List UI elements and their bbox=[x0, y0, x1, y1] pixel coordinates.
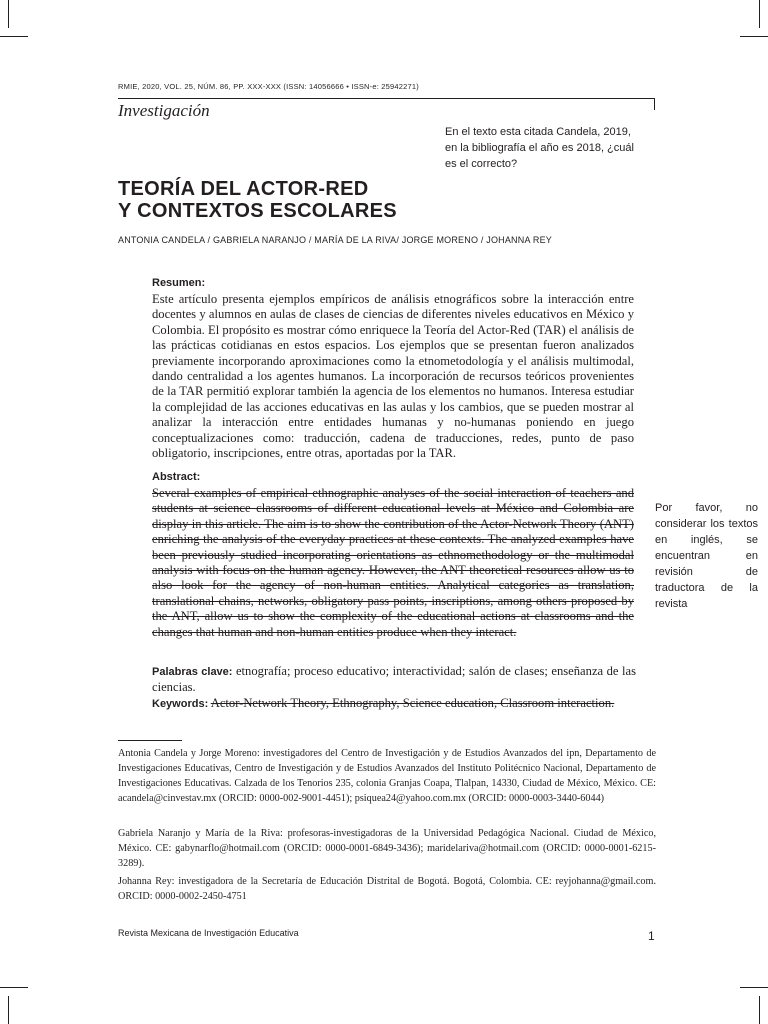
resumen-text: Este artículo presenta ejemplos empíricos de análisis etnográficos sobre la interacción entre docentes y alumnos en aulas de clases de ciencias de diferentes niveles educativos en México y Colombia. El propósito es mostrar cómo enriquece la Teoría del Actor-Red (TAR) el análisis de las prácticas cotidianas en estos espacios. Los ejemplos que se presentan fueron analizados previamente incorporando aproximaciones como la etnometodología y el análisis multimodal, dando centralidad a los agentes humanos. La incorporación de recursos teóricos provenientes de la TAR permitió explorar también la agencia de los elementos no humanos. Interesa estudiar la complejidad de las acciones educativas en las aulas y los cambios, que se pueden mostrar al analizar la interacción entre entidades humanas y no-humanas poniendo en juego conceptualizaciones como: traducción, cadena de traducciones, redes, punto de paso obligatorio, inscripciones, entre otras, aportadas por la TAR. bbox=[152, 292, 634, 461]
keywords-spanish bbox=[152, 664, 636, 695]
title-line-2: Y CONTEXTOS ESCOLARES bbox=[118, 200, 397, 222]
page-number: 1 bbox=[648, 929, 655, 943]
crop-mark-top-right-h bbox=[740, 36, 768, 37]
article-title bbox=[118, 178, 638, 222]
keywords-es-value: etnografía; proceso educativo; interactividad; salón de clases; enseñanza de las ciencias. bbox=[152, 664, 636, 694]
crop-mark-bottom-right-h bbox=[740, 987, 768, 988]
section-label: Investigación bbox=[118, 101, 210, 120]
abstract-text: Several examples of empirical ethnographic analyses of the social interaction of teachers and students at science classrooms of different educational levels at México and Colombia are display in this article. The aim is to show the contribution of the Actor-Network Theory (ANT) enriching the analysis of the everyday practices at these contexts. The analyzed examples have been previously studied incorporating orientations as ethnomethodology or the multimodal analysis with focus on the human agency. However, the ANT theoretical resources allow us to also look for the agency of non-human entities. Analytical categories as translation, translational chains, networks, obligatory pass points, inscriptions, among others proposed by the ANT, allow us to show the complexity of the educational actions at classrooms and the changes that human and non-human entities produce when they interact. bbox=[152, 486, 634, 639]
footnote-rey: Johanna Rey: investigadora de la Secretaría de Educación Distrital de Bogotá. Bogotá, Colombia. CE: reyjohanna@gmail.com. ORCID: 0000-0002-2450-4751 bbox=[118, 876, 656, 902]
footnote-naranjo-riva: Gabriela Naranjo y María de la Riva: profesoras-investigadoras de la Universidad Pedagógica Nacional. Ciudad de México, México. CE: gabynarflo@hotmail.com (ORCID: 0000-0001-6849-3436); maridelariva@hotmail.com (ORCID: 0000-0001-6215-3289). bbox=[118, 828, 656, 869]
author-list: ANTONIA CANDELA / GABRIELA NARANJO / MARÍA DE LA RIVA/ JORGE MORENO / JOHANNA REY bbox=[118, 235, 552, 245]
crop-mark-bottom-left-h bbox=[0, 987, 28, 988]
crop-mark-top-left bbox=[8, 0, 9, 28]
crop-mark-bottom-left bbox=[8, 996, 9, 1024]
editor-comment-english: Por favor, no considerar los textos en inglés, se encuentran en revisión de traductora de la revista bbox=[655, 502, 758, 610]
title-line-1: TEORÍA DEL ACTOR-RED bbox=[118, 178, 369, 200]
keywords-english bbox=[152, 696, 636, 712]
keywords-en-value: Actor-Network Theory, Ethnography, Science education, Classroom interaction. bbox=[210, 696, 615, 710]
crop-mark-top-right bbox=[759, 0, 760, 28]
keywords-en-label: Keywords: bbox=[152, 698, 209, 710]
footer-journal-name: Revista Mexicana de Investigación Educativa bbox=[118, 928, 299, 938]
journal-citation: RMIE, 2020, VOL. 25, NÚM. 86, PP. XXX-XXX (ISSN: 14056666 • ISSN-e: 25942271) bbox=[118, 82, 419, 91]
section-rule-tick bbox=[654, 98, 655, 110]
keywords-es-label: Palabras clave: bbox=[152, 666, 233, 678]
section-rule bbox=[118, 98, 655, 99]
resumen-heading: Resumen: bbox=[152, 277, 206, 289]
footnote-rule bbox=[118, 740, 182, 741]
crop-mark-top-left-h bbox=[0, 36, 28, 37]
editor-comment-citation: En el texto esta citada Candela, 2019, en la bibliografía el año es 2018, ¿cuál es el correcto? bbox=[445, 126, 634, 170]
footnote-candela-moreno: Antonia Candela y Jorge Moreno: investigadores del Centro de Investigación y de Estudios Avanzados del ipn, Departamento de Investigaciones Educativas, Centro de Investigación y de Estudios Avanzados del Instituto Politécnico Nacional, Departamento de Investigaciones Educativas. Calzada de los Tenorios 235, colonia Granjas Coapa, Tlalpan, 14330, Ciudad de México, México. CE: acandela@cinvestav.mx (ORCID: 0000-002-9001-4451); psiquea24@yahoo.com.mx (ORCID: 0000-0003-3440-6044) bbox=[118, 748, 656, 804]
abstract-heading: Abstract: bbox=[152, 471, 201, 483]
crop-mark-bottom-right bbox=[759, 996, 760, 1024]
